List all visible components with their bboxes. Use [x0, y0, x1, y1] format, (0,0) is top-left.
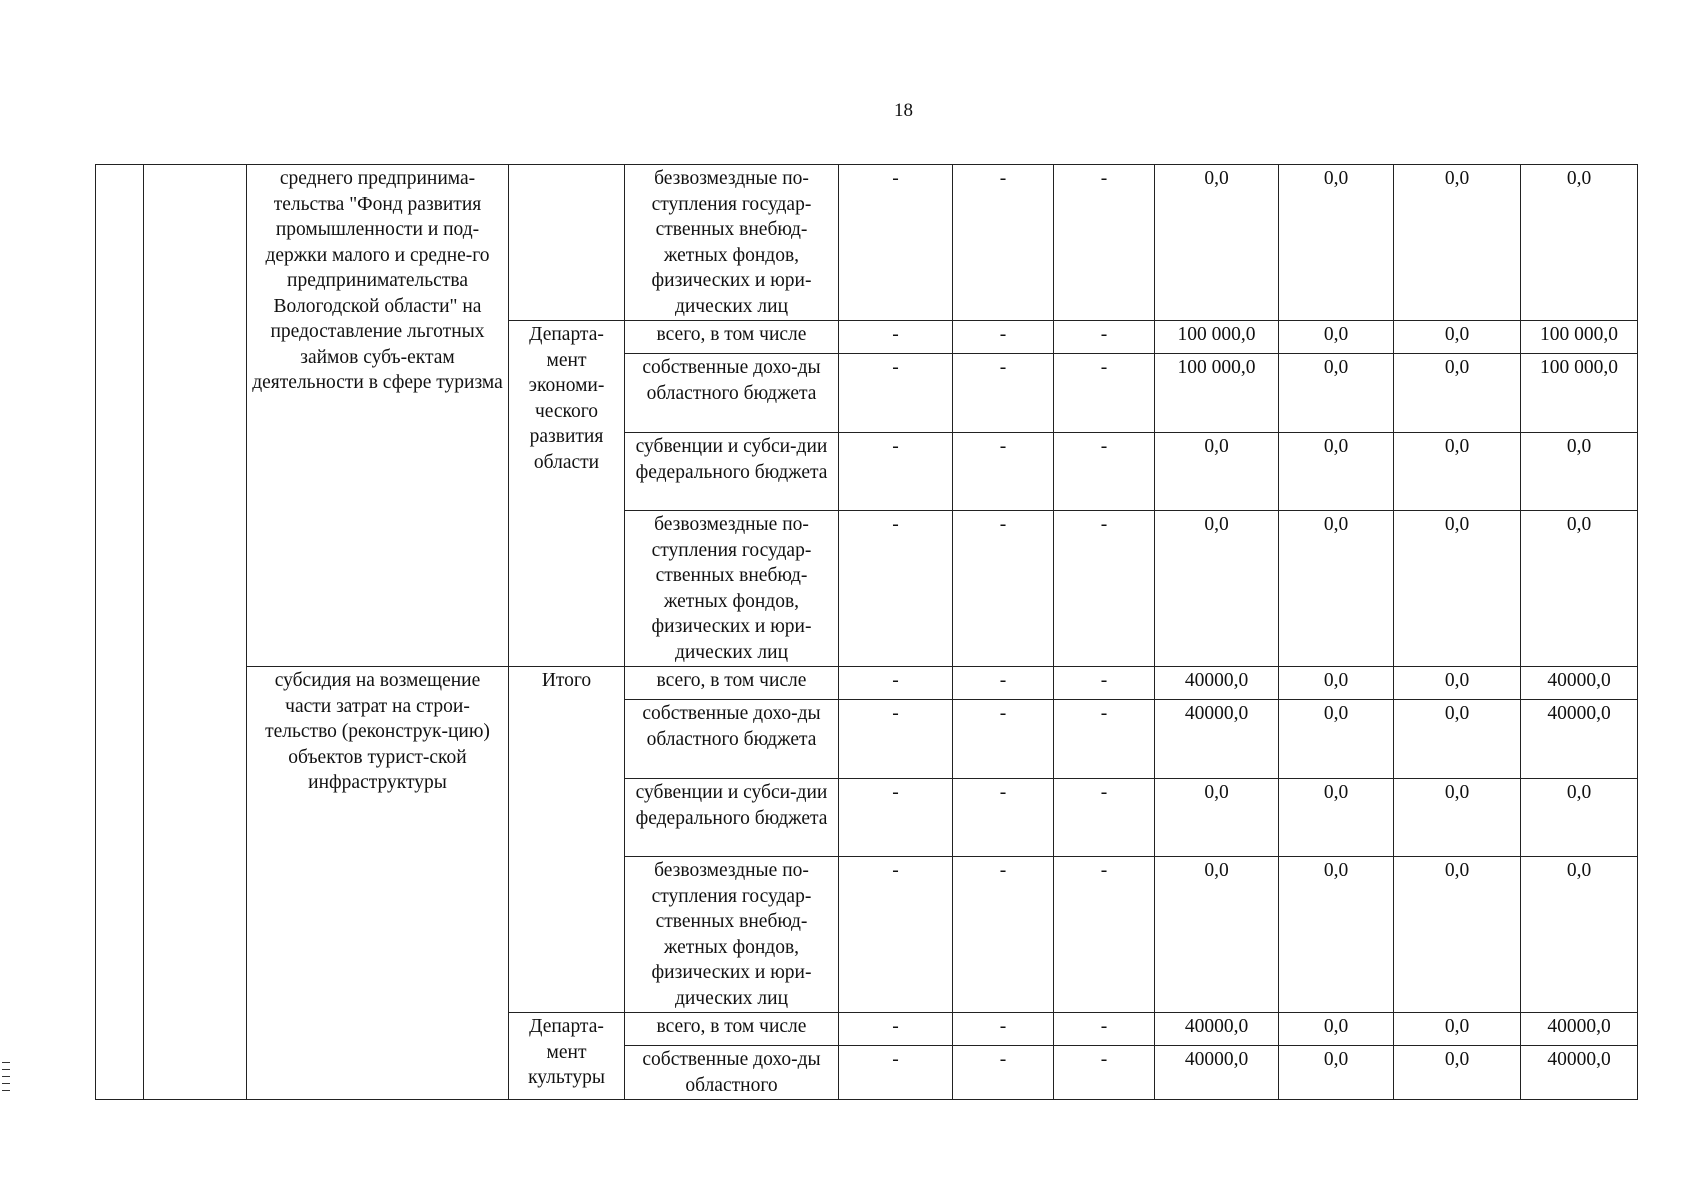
- value-cell: 0,0: [1155, 857, 1279, 1013]
- value-cell: 0,0: [1279, 700, 1394, 779]
- dash-cell: -: [839, 165, 953, 321]
- dash-cell: -: [1054, 779, 1155, 857]
- value-cell: 0,0: [1279, 511, 1394, 667]
- measure-tourist-infrastructure: субсидия на возмещение части затрат на строи-тельство (реконструк-цию) объектов турист-ской инфраструктуры: [247, 667, 509, 1100]
- dash-cell: -: [839, 321, 953, 354]
- value-cell: 0,0: [1155, 433, 1279, 511]
- source-label: субвенции и субси-дии федерального бюджета: [625, 779, 839, 857]
- source-label: всего, в том числе: [625, 1013, 839, 1046]
- value-cell: 0,0: [1394, 511, 1521, 667]
- executor-total: Итого: [509, 667, 625, 1013]
- value-cell: 0,0: [1394, 433, 1521, 511]
- value-cell: 0,0: [1521, 165, 1638, 321]
- dash-cell: -: [1054, 1013, 1155, 1046]
- value-cell: 0,0: [1521, 779, 1638, 857]
- source-label: всего, в том числе: [625, 321, 839, 354]
- source-label: собственные дохо-ды областного бюджета: [625, 700, 839, 779]
- value-cell: 40000,0: [1155, 1046, 1279, 1100]
- funding-table: [95, 164, 1638, 1100]
- source-label: всего, в том числе: [625, 667, 839, 700]
- executor-dept-economic: Департа-мент экономи-ческого развития области: [509, 321, 625, 667]
- dash-cell: -: [953, 165, 1054, 321]
- value-cell: 0,0: [1279, 1013, 1394, 1046]
- dash-cell: -: [1054, 165, 1155, 321]
- value-cell: 0,0: [1394, 165, 1521, 321]
- value-cell: 0,0: [1279, 1046, 1394, 1100]
- value-cell: 0,0: [1394, 667, 1521, 700]
- dash-cell: -: [839, 857, 953, 1013]
- col-program-cell: [144, 165, 247, 1100]
- dash-cell: -: [839, 1046, 953, 1100]
- value-cell: 0,0: [1279, 857, 1394, 1013]
- value-cell: 0,0: [1394, 1046, 1521, 1100]
- table-row: [96, 165, 1638, 321]
- dash-cell: -: [1054, 857, 1155, 1013]
- value-cell: 0,0: [1394, 857, 1521, 1013]
- value-cell: 0,0: [1394, 700, 1521, 779]
- value-cell: 0,0: [1521, 511, 1638, 667]
- value-cell: 100 000,0: [1521, 354, 1638, 433]
- dash-cell: -: [1054, 700, 1155, 779]
- dash-cell: -: [953, 857, 1054, 1013]
- dash-cell: -: [953, 1013, 1054, 1046]
- dash-cell: -: [839, 667, 953, 700]
- dash-cell: -: [953, 354, 1054, 433]
- value-cell: 100 000,0: [1155, 354, 1279, 433]
- value-cell: 40000,0: [1521, 1013, 1638, 1046]
- dash-cell: -: [953, 700, 1054, 779]
- dash-cell: -: [1054, 433, 1155, 511]
- dash-cell: -: [953, 779, 1054, 857]
- dash-cell: -: [839, 511, 953, 667]
- dash-cell: -: [953, 667, 1054, 700]
- dash-cell: -: [1054, 511, 1155, 667]
- table-row: [96, 667, 1638, 700]
- scan-margin-mark: [2, 1076, 10, 1077]
- source-label: собственные дохо-ды областного бюджета: [625, 354, 839, 433]
- source-label: субвенции и субси-дии федерального бюджета: [625, 433, 839, 511]
- value-cell: 0,0: [1279, 667, 1394, 700]
- value-cell: 0,0: [1155, 511, 1279, 667]
- value-cell: 40000,0: [1521, 667, 1638, 700]
- value-cell: 0,0: [1279, 321, 1394, 354]
- value-cell: 0,0: [1394, 321, 1521, 354]
- value-cell: 0,0: [1394, 779, 1521, 857]
- dash-cell: -: [1054, 354, 1155, 433]
- dash-cell: -: [839, 779, 953, 857]
- source-label: безвозмездные по-ступления государ-ственных внебюд-жетных фондов, физических и юри-дических лиц: [625, 857, 839, 1013]
- scan-margin-mark: [2, 1090, 10, 1091]
- dash-cell: -: [839, 433, 953, 511]
- value-cell: 40000,0: [1155, 700, 1279, 779]
- value-cell: 40000,0: [1521, 1046, 1638, 1100]
- value-cell: 0,0: [1394, 354, 1521, 433]
- scan-margin-mark: [2, 1069, 10, 1070]
- value-cell: 0,0: [1279, 433, 1394, 511]
- source-label: безвозмездные по-ступления государ-ственных внебюд-жетных фондов, физических и юри-дических лиц: [625, 511, 839, 667]
- dash-cell: -: [1054, 667, 1155, 700]
- dash-cell: -: [839, 1013, 953, 1046]
- dash-cell: -: [953, 1046, 1054, 1100]
- value-cell: 100 000,0: [1155, 321, 1279, 354]
- value-cell: 40000,0: [1155, 667, 1279, 700]
- value-cell: 0,0: [1279, 354, 1394, 433]
- dash-cell: -: [1054, 321, 1155, 354]
- source-label: собственные дохо-ды областного: [625, 1046, 839, 1100]
- executor-dept-culture: Департа-мент культуры: [509, 1013, 625, 1100]
- value-cell: 0,0: [1394, 1013, 1521, 1046]
- measure-tourism-loans: среднего предпринима-тельства "Фонд развития промышленности и под-держки малого и средне-го предпринимательства Вологодской области" на предоставление льготных займов субъ-ектам деятельности в сфере туризма: [247, 165, 509, 667]
- value-cell: 40000,0: [1521, 700, 1638, 779]
- page-number: 18: [894, 100, 913, 121]
- source-label: безвозмездные по-ступления государ-ственных внебюд-жетных фондов, физических и юри-дических лиц: [625, 165, 839, 321]
- dash-cell: -: [953, 433, 1054, 511]
- value-cell: 0,0: [1279, 779, 1394, 857]
- scan-margin-mark: [2, 1083, 10, 1084]
- dash-cell: -: [1054, 1046, 1155, 1100]
- dash-cell: -: [953, 321, 1054, 354]
- value-cell: 100 000,0: [1521, 321, 1638, 354]
- value-cell: 40000,0: [1155, 1013, 1279, 1046]
- value-cell: 0,0: [1279, 165, 1394, 321]
- value-cell: 0,0: [1521, 433, 1638, 511]
- col-number-cell: [96, 165, 144, 1100]
- dash-cell: -: [953, 511, 1054, 667]
- value-cell: 0,0: [1155, 779, 1279, 857]
- value-cell: 0,0: [1155, 165, 1279, 321]
- value-cell: 0,0: [1521, 857, 1638, 1013]
- scan-margin-mark: [2, 1062, 10, 1063]
- dash-cell: -: [839, 700, 953, 779]
- dash-cell: -: [839, 354, 953, 433]
- executor-cell-empty: [509, 165, 625, 321]
